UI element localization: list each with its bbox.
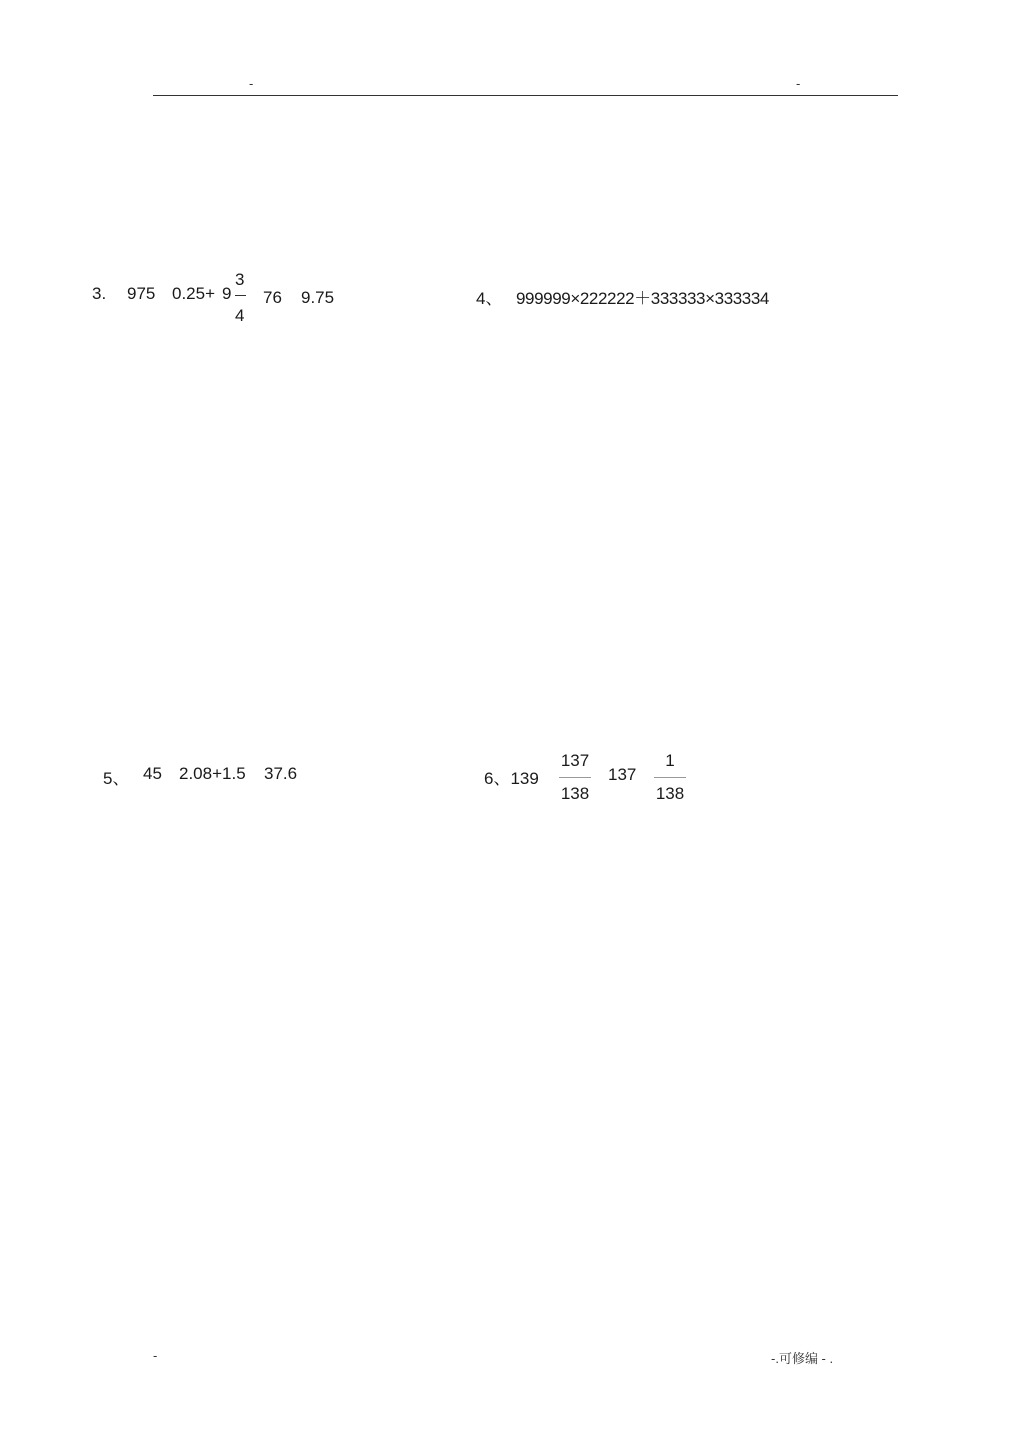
problem-4-number: 4、 [476,289,503,308]
problem-6-fraction-1 [557,750,593,805]
problem-3-term-76: 76 [263,288,282,307]
problem-3-term-975: 975 [127,284,156,303]
header-left-mark: - [249,76,254,91]
problem-6-fraction-1-numerator: 137 [560,751,590,770]
problem-3-term-025: 0.25+ [172,284,216,303]
problem-6-fraction-2-denominator: 138 [655,784,685,803]
problem-3-whole: 9 [222,284,232,303]
header-right-mark: - [796,76,801,91]
problem-6-term-137: 137 [608,765,637,784]
problem-3-frac-numerator: 3 [235,270,245,289]
problem-3-number: 3. [92,284,107,303]
problem-6-fraction-2-numerator: 1 [665,751,675,770]
problem-5-term-376: 37.6 [264,764,298,783]
problem-5-term-45: 45 [143,764,162,783]
problem-3-frac-bar [235,295,246,296]
problem-6-fraction-2 [652,750,688,805]
header-rule [153,95,898,96]
problem-6-fraction-1-bar [559,777,591,778]
problem-6-fraction-1-denominator: 138 [560,784,590,803]
problem-4-expression: 999999×222222＋333333×333334 [516,289,769,308]
problem-5-term-sum: 2.08+1.5 [179,764,246,783]
problem-6-fraction-2-bar [654,777,686,778]
problem-3-frac-denominator: 4 [235,306,245,325]
problem-6-number: 6、139 [484,769,539,788]
problem-5-number: 5、 [103,769,130,788]
problem-3-term-975b: 9.75 [301,288,335,307]
footer-left-mark: - [153,1348,158,1363]
footer-editable-note: -.可修编 - . [771,1351,834,1366]
